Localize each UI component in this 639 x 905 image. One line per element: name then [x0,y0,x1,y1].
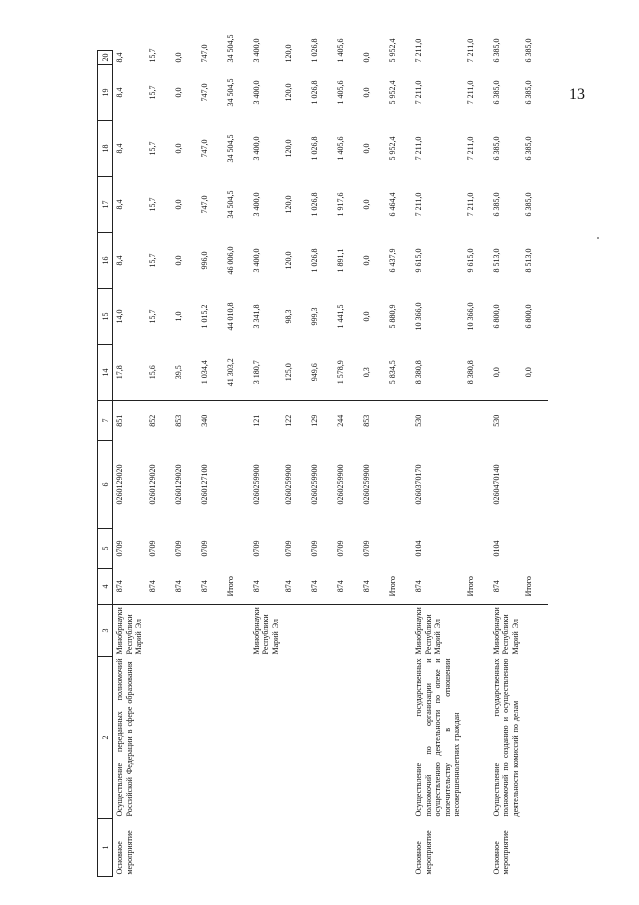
table-cell-c16: 8,4 [115,255,124,266]
table-cell-c4: 874 [412,569,464,605]
table-cell-c3 [282,605,308,657]
table-cell-c14: 39,5 [172,345,198,401]
table-cell-c14: 3 180,7 [250,345,283,401]
table-cell-c17: 6 385,0 [491,192,501,217]
rotated-budget-table-wrapper [97,34,549,877]
table-cell-c7: 244 [336,414,345,427]
column-header: 16 [98,233,113,289]
table-cell-c14: 8 380,8 [412,345,464,401]
table-cell-c14: 17,8 [113,345,146,401]
table-cell-c6: 0260259900 [362,464,371,505]
table-cell-c3 [224,605,250,657]
table-cell-c14: 8 380,8 [464,345,490,401]
table-cell-c5 [522,529,548,569]
table-cell-c5: 0104 [491,540,501,557]
table-cell-c2 [198,657,224,819]
table-cell-c5: 0709 [199,540,209,557]
table-cell-c20: 34 504,5 [225,34,235,63]
table-cell-c5: 0709 [310,540,319,557]
table-cell-c5 [386,529,412,569]
table-cell-c2 [464,657,490,819]
table-cell-c18: 15,7 [147,141,157,156]
table-cell-c2 [250,657,283,819]
table-cell-c17: 6 464,4 [388,192,397,217]
table-cell-c20: 120,0 [284,44,293,63]
table-cell-c7 [464,401,490,441]
table-cell-c6: 0260370170 [414,464,423,505]
column-header: 7 [98,401,113,441]
table-cell-c4: Итого [522,569,548,605]
table-cell-c4: 874 [282,569,308,605]
table-row [224,51,250,877]
table-cell-c7: 530 [491,414,501,427]
table-cell-c2: Осуществление государственных полномочий по организации и осуществлению деятельности по опеке и попечительству в отношении несовершеннолетних граждан [414,658,461,817]
column-header: 4 [98,569,113,605]
table-cell-c17: 120,0 [284,195,293,214]
table-cell-c5: 0709 [362,540,371,557]
page-number: 13 [569,86,585,103]
table-cell-c15: 3 341,8 [251,304,261,329]
table-cell-c17: 8,4 [115,199,124,210]
table-cell-c6: 0260127100 [199,464,209,505]
table-cell-c14: 0,0 [490,345,523,401]
table-cell-c2 [172,657,198,819]
table-cell-c5 [464,529,490,569]
table-body [113,34,549,877]
table-cell-c19: 0,0 [362,87,371,98]
table-cell-c18: 34 504,5 [225,134,235,163]
column-header: 6 [98,441,113,529]
table-cell-c4: 874 [490,569,523,605]
table-cell-c4: Итого [224,569,250,605]
table-cell-c7: 122 [284,414,293,427]
table-cell-c19: 7 211,0 [465,80,475,105]
table-cell-c1 [360,819,386,877]
table-row [250,51,283,877]
table-cell-c19: 1 405,6 [336,80,345,105]
table-cell-c1 [250,819,283,877]
table-cell-c15: 6 800,0 [491,304,501,329]
table-cell-c19: 6 385,0 [524,80,533,105]
table-cell-c16: 1 891,1 [336,248,345,273]
table-cell-c3 [146,605,172,657]
table-cell-c16: 9 615,0 [465,248,475,273]
table-cell-c7: 852 [147,414,157,427]
table-cell-c15: 15,7 [147,309,157,324]
table-cell-c3 [308,605,334,657]
table-cell-c6: 0260129020 [173,464,183,505]
budget-table [97,34,548,877]
table-cell-c2 [308,657,334,819]
table-cell-c6 [386,441,412,529]
table-row [464,51,490,877]
table-cell-c14: 1 034,4 [198,345,224,401]
table-cell-c7: 340 [199,414,209,427]
table-cell-c3 [334,605,360,657]
table-cell-c7: 853 [362,414,371,427]
table-cell-c18: 0,0 [362,143,371,154]
table-cell-c4: 874 [250,569,283,605]
table-row [360,51,386,877]
table-cell-c17: 1 026,8 [310,192,319,217]
table-cell-c1 [522,819,548,877]
table-cell-c18: 1 405,6 [336,136,345,161]
table-cell-c1 [172,819,198,877]
table-cell-c2: Осуществление переданных полномочий Российской Федерации в сфере образования [115,658,134,817]
table-row [334,51,360,877]
table-cell-c6: 0260259900 [310,464,319,505]
table-cell-c1: Основное мероприятие [491,830,510,875]
table-cell-c4: 874 [146,569,172,605]
table-cell-c7: 121 [251,414,261,427]
table-row [198,51,224,877]
column-header: 20 [98,51,113,65]
table-cell-c16: 46 006,0 [225,246,235,275]
table-cell-c16: 0,0 [173,255,183,266]
table-cell-c7 [224,401,250,441]
table-cell-c17: 15,7 [147,197,157,212]
table-cell-c15: 1 441,5 [336,304,345,329]
table-cell-c4: 874 [113,569,146,605]
scan-speck [597,237,599,239]
table-cell-c16: 6 437,9 [388,248,397,273]
table-cell-c1 [308,819,334,877]
table-cell-c17: 34 504,5 [225,190,235,219]
table-cell-c15: 1,0 [173,311,183,322]
table-cell-c6: 0260129020 [115,464,124,505]
table-cell-c5: 0709 [284,540,293,557]
table-cell-c14: 5 834,5 [386,345,412,401]
table-cell-c18: 6 385,0 [491,136,501,161]
table-cell-c17: 1 917,6 [336,192,345,217]
table-cell-c3: Минобрнауки Республики Марий Эл [115,607,143,655]
table-cell-c17: 7 211,0 [414,192,423,217]
table-row [172,51,198,877]
table-cell-c2 [282,657,308,819]
table-cell-c18: 120,0 [284,139,293,158]
table-cell-c15: 44 010,8 [225,302,235,331]
table-cell-c5: 0709 [251,540,261,557]
table-cell-c14: 1 578,9 [334,345,360,401]
table-cell-c6 [464,441,490,529]
column-header: 19 [98,65,113,121]
table-cell-c19: 1 026,8 [310,80,319,105]
table-cell-c17: 3 400,0 [251,192,261,217]
table-cell-c20: 747,0 [199,44,209,63]
table-cell-c3 [522,605,548,657]
table-cell-c3: Минобрнауки Республики Марий Эл [491,607,520,655]
table-cell-c4: 874 [308,569,334,605]
table-cell-c16: 8 513,0 [524,248,533,273]
table-cell-c4: Итого [386,569,412,605]
table-cell-c14: 949,6 [308,345,334,401]
table-cell-c2 [334,657,360,819]
column-header: 2 [98,657,113,819]
table-cell-c19: 3 400,0 [251,80,261,105]
table-cell-c16: 3 400,0 [251,248,261,273]
table-cell-c17: 0,0 [362,199,371,210]
table-cell-c14: 0,0 [522,345,548,401]
table-cell-c15: 14,0 [115,309,124,324]
table-cell-c16: 1 026,8 [310,248,319,273]
table-cell-c20: 15,7 [147,48,157,63]
table-cell-c6 [522,441,548,529]
table-row [308,51,334,877]
table-cell-c2 [522,657,548,819]
table-cell-c18: 5 952,4 [388,136,397,161]
table-cell-c6: 0260259900 [336,464,345,505]
table-cell-c4: 874 [334,569,360,605]
table-cell-c5 [224,529,250,569]
table-cell-c1 [146,819,172,877]
table-cell-c20: 1 026,8 [310,38,319,63]
table-cell-c19: 15,7 [147,85,157,100]
table-cell-c3: Минобрнауки Республики Марий Эл [414,607,442,655]
column-header: 3 [98,605,113,657]
table-cell-c20: 6 385,0 [491,38,501,63]
table-cell-c20: 5 952,4 [388,38,397,63]
table-cell-c1 [464,819,490,877]
table-cell-c16: 9 615,0 [414,248,423,273]
table-cell-c5: 0709 [336,540,345,557]
table-row [282,51,308,877]
table-cell-c14: 41 303,2 [224,345,250,401]
table-cell-c17: 747,0 [199,195,209,214]
table-cell-c5: 0709 [147,540,157,557]
table-cell-c18: 3 400,0 [251,136,261,161]
table-cell-c3 [360,605,386,657]
table-cell-c3 [198,605,224,657]
table-cell-c14: 15,6 [146,345,172,401]
table-cell-c15: 5 880,9 [388,304,397,329]
column-header: 14 [98,345,113,401]
table-row [146,51,172,877]
table-cell-c6: 0260259900 [284,464,293,505]
table-cell-c18: 1 026,8 [310,136,319,161]
table-cell-c7: 129 [310,414,319,427]
table-row [386,51,412,877]
table-cell-c16: 120,0 [284,251,293,270]
table-cell-c2 [386,657,412,819]
table-cell-c18: 7 211,0 [465,136,475,161]
table-cell-c7 [522,401,548,441]
table-cell-c17: 7 211,0 [465,192,475,217]
table-cell-c14: 125,0 [282,345,308,401]
table-cell-c16: 15,7 [147,253,157,268]
table-cell-c2 [224,657,250,819]
table-cell-c2: Осуществление государственных полномочий по созданию и осуществлению деятельности комиссий по делам [491,658,520,817]
table-row [113,51,146,877]
table-cell-c18: 6 385,0 [524,136,533,161]
table-cell-c19: 747,0 [199,83,209,102]
header-row [98,51,113,877]
table-cell-c2 [360,657,386,819]
table-cell-c19: 34 504,5 [225,78,235,107]
table-cell-c19: 5 952,4 [388,80,397,105]
table-cell-c6: 0260129020 [147,464,157,505]
table-cell-c15: 999,3 [310,307,319,326]
table-cell-c7 [386,401,412,441]
table-cell-c1 [334,819,360,877]
table-cell-c1 [224,819,250,877]
table-cell-c1: Основное мероприятие [414,830,433,875]
table-cell-c15: 1 015,2 [199,304,209,329]
table-row [522,51,548,877]
table-cell-c5: 0709 [115,540,124,557]
table-cell-c18: 7 211,0 [414,136,423,161]
table-cell-c18: 8,4 [115,143,124,154]
table-cell-c3: Минобрнауки Республики Марий Эл [251,607,280,655]
table-cell-c19: 8,4 [115,87,124,98]
table-cell-c15: 6 800,0 [524,304,533,329]
table-cell-c5: 0104 [414,540,423,557]
table-cell-c15: 0,0 [362,311,371,322]
table-cell-c1 [282,819,308,877]
table-cell-c17: 6 385,0 [524,192,533,217]
column-header: 1 [98,819,113,877]
table-cell-c14: 0,3 [360,345,386,401]
table-cell-c15: 10 366,0 [465,302,475,331]
table-header [98,51,113,877]
table-cell-c4: 874 [198,569,224,605]
table-cell-c3 [386,605,412,657]
table-cell-c15: 98,3 [284,309,293,324]
table-cell-c2 [146,657,172,819]
table-cell-c20: 0,0 [362,52,371,63]
table-cell-c4: 874 [172,569,198,605]
column-header: 15 [98,289,113,345]
table-cell-c6 [224,441,250,529]
table-cell-c4: Итого [464,569,490,605]
table-cell-c3 [172,605,198,657]
table-cell-c16: 8 513,0 [491,248,501,273]
table-cell-c20: 7 211,0 [465,38,475,63]
table-cell-c6: 0260470140 [491,464,501,505]
table-cell-c20: 1 405,6 [336,38,345,63]
table-row [490,51,523,877]
table-cell-c3 [464,605,490,657]
table-cell-c7: 853 [173,414,183,427]
table-cell-c16: 0,0 [362,255,371,266]
table-cell-c6: 0260259900 [251,464,261,505]
table-cell-c7: 851 [115,414,124,427]
table-cell-c19: 6 385,0 [491,80,501,105]
table-cell-c18: 0,0 [173,143,183,154]
table-cell-c20: 6 385,0 [524,38,533,63]
table-cell-c5: 0709 [173,540,183,557]
table-cell-c20: 8,4 [115,52,124,63]
table-cell-c20: 7 211,0 [414,38,423,63]
table-cell-c19: 7 211,0 [414,80,423,105]
table-cell-c20: 3 400,0 [251,38,261,63]
column-header: 17 [98,177,113,233]
table-cell-c19: 120,0 [284,83,293,102]
table-cell-c19: 0,0 [173,87,183,98]
table-cell-c1 [386,819,412,877]
table-cell-c18: 747,0 [199,139,209,158]
table-cell-c1: Основное мероприятие [115,830,134,875]
table-cell-c1 [198,819,224,877]
table-cell-c7: 530 [414,414,423,427]
table-cell-c16: 996,0 [199,251,209,270]
table-row [412,51,464,877]
column-header: 5 [98,529,113,569]
table-cell-c20: 0,0 [173,52,183,63]
table-cell-c15: 10 366,0 [414,302,423,331]
table-cell-c17: 0,0 [173,199,183,210]
table-cell-c4: 874 [360,569,386,605]
column-header: 18 [98,121,113,177]
